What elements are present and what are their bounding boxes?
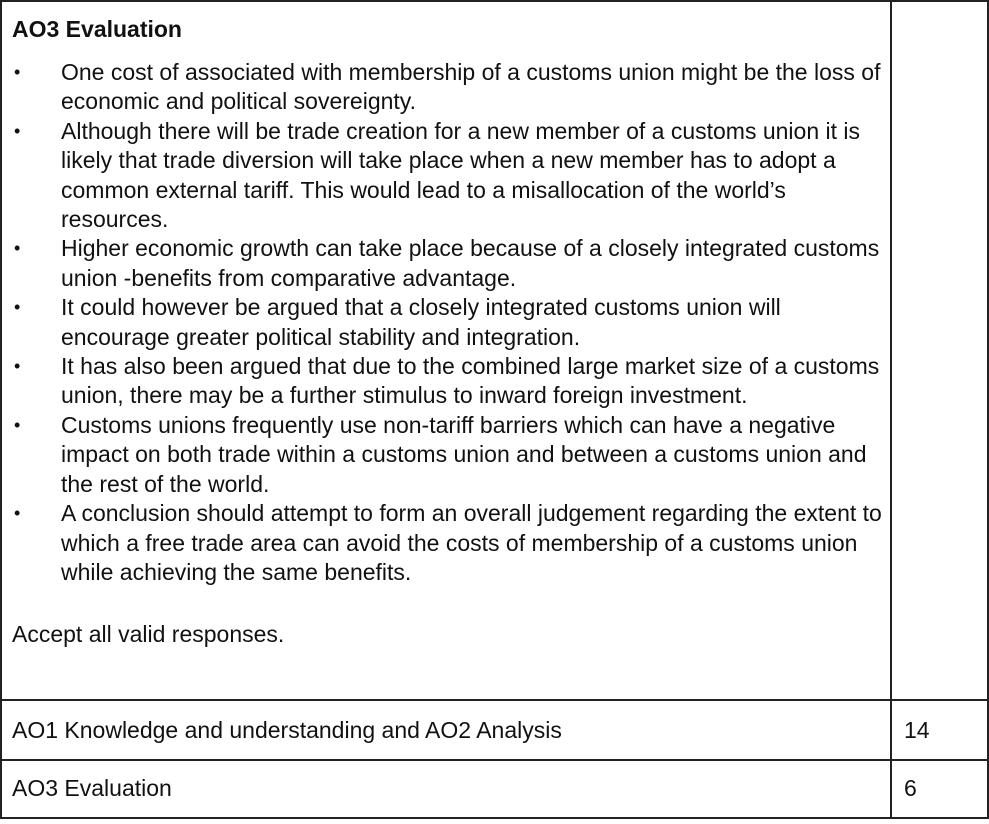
table-border-top bbox=[0, 0, 989, 2]
list-item-text: Customs unions frequently use non-tariff barriers which can have a negative impact on both trade within a customs union and between a customs union and the rest of the world. bbox=[61, 411, 867, 497]
list-item-text: One cost of associated with membership of a customs union might be the loss of economic and political sovereignty. bbox=[61, 59, 881, 115]
row-divider bbox=[0, 759, 989, 761]
table-border-bottom bbox=[0, 817, 989, 819]
mark-row-value: 6 bbox=[904, 775, 917, 801]
row-divider bbox=[0, 699, 989, 701]
list-item-text: Higher economic growth can take place because of a closely integrated customs union -benefits from comparative advantage. bbox=[61, 235, 880, 291]
bullet-icon: • bbox=[14, 238, 21, 259]
mark-row-label: AO3 Evaluation bbox=[12, 775, 172, 801]
list-item bbox=[12, 234, 882, 293]
accept-note: Accept all valid responses. bbox=[12, 621, 285, 648]
bullet-icon: • bbox=[14, 120, 21, 141]
table-border-left bbox=[0, 0, 2, 819]
bullet-icon: • bbox=[14, 297, 21, 318]
list-item bbox=[12, 293, 882, 352]
evaluation-cell bbox=[12, 14, 882, 649]
mark-row-label: AO1 Knowledge and understanding and AO2 Analysis bbox=[12, 717, 562, 743]
list-item-text: Although there will be trade creation for a new member of a customs union it is likely that trade diversion will take place when a new member has to adopt a common external tariff. This would lead to a misallocation of the world’s resources. bbox=[61, 117, 861, 233]
bullet-icon: • bbox=[14, 356, 21, 377]
bullet-icon: • bbox=[14, 62, 21, 82]
list-item bbox=[12, 411, 882, 499]
list-item-text: It could however be argued that a closely integrated customs union will encourage greater political stability and integration. bbox=[61, 294, 781, 350]
list-item-text: A conclusion should attempt to form an overall judgement regarding the extent to which a free trade area can avoid the costs of membership of a customs union while achieving the same benefits. bbox=[61, 500, 882, 585]
mark-row-value: 14 bbox=[904, 717, 930, 743]
evaluation-points-list bbox=[12, 58, 882, 587]
bullet-icon: • bbox=[14, 503, 21, 524]
list-item bbox=[12, 117, 882, 235]
section-heading: AO3 Evaluation bbox=[12, 16, 182, 42]
list-item-text: It has also been argued that due to the combined large market size of a customs union, there may be a further stimulus to inward foreign investment. bbox=[61, 353, 880, 409]
column-divider bbox=[890, 0, 892, 819]
list-item bbox=[12, 352, 882, 411]
list-item bbox=[12, 499, 882, 587]
list-item bbox=[12, 58, 882, 117]
bullet-icon: • bbox=[14, 414, 21, 435]
